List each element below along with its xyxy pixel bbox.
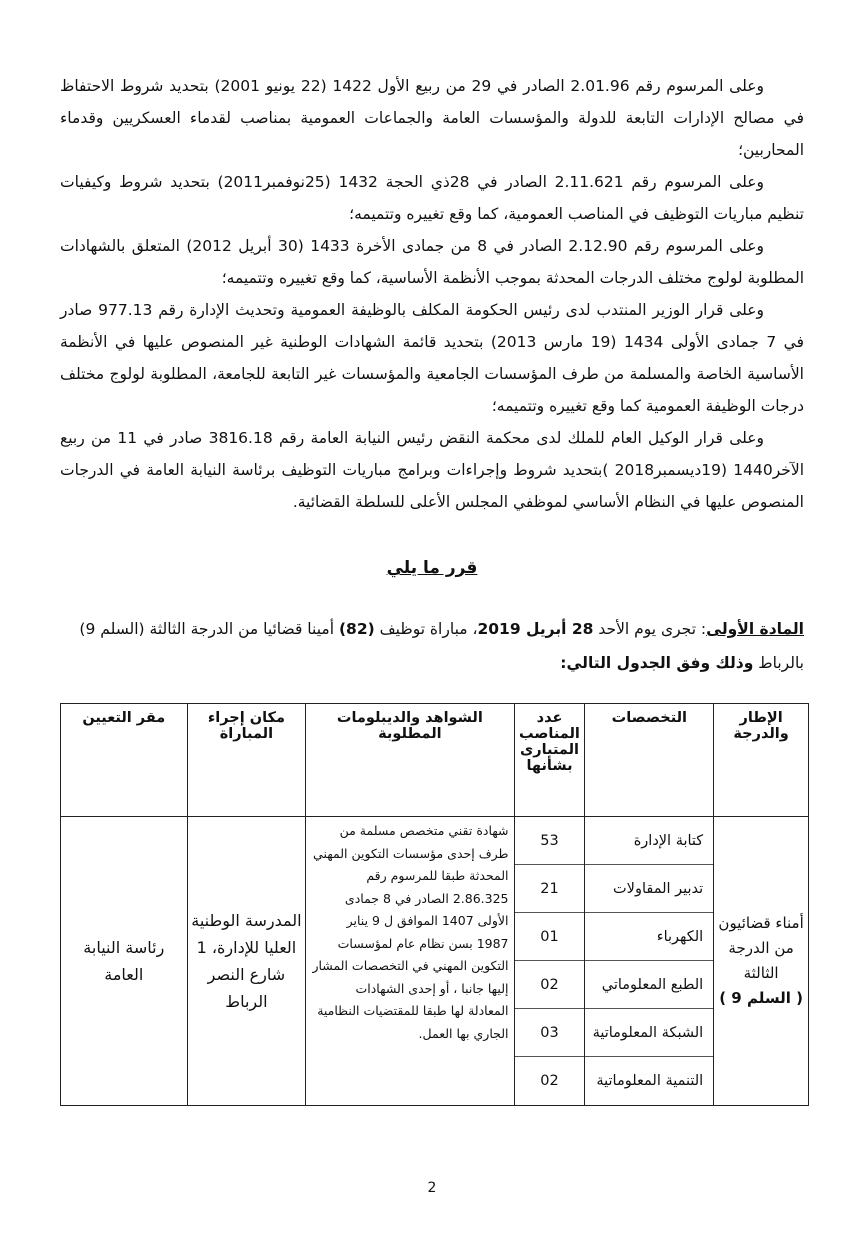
list-item: 02 [515, 961, 585, 1009]
article-date: 28 أبريل 2019 [477, 620, 594, 638]
header-place: مكان إجراء المباراة [187, 704, 306, 817]
article-heading: المادة الأولى [706, 620, 804, 638]
list-item: تدبير المقاولات [585, 865, 713, 913]
paragraph-decree-2-01-96: وعلى المرسوم رقم 2.01.96 الصادر في 29 من ربيع الأول 1422 (22 يونيو 2001) بتحديد شروط الاحتفاظ في مصالح الإدارات التابعة للدولة والمؤسسات العامة والجماعات العمومية بمناصب لقدماء العسكريين وقدماء المحاربين؛ [60, 77, 804, 159]
paragraph-order-3816-18: وعلى قرار الوكيل العام للملك لدى محكمة النقض رئيس النيابة العامة رقم 3816.18 صادر في 11 من ربيع الآخر1440 (19ديسمبر2018 )بتحديد شروط وإجراءات وبرامج مباريات التوظيف برئاسة النيابة العامة في الدرجات المنصوص عليها في النظام الأساسي لموظفي المجلس الأعلى للسلطة القضائية. [60, 429, 804, 511]
article-text-2: ، مباراة توظيف [374, 620, 478, 638]
recruitment-table [60, 703, 809, 1106]
cell-specialties [585, 817, 714, 1106]
header-specialties: التخصصات [585, 704, 714, 817]
header-certificates: الشواهد والديبلومات المطلوبة [306, 704, 514, 817]
table-header-row [61, 704, 809, 817]
cell-counts [514, 817, 585, 1106]
cell-certificates [306, 817, 514, 1106]
cell-place [187, 817, 306, 1106]
table-body-row [61, 817, 809, 1106]
list-item: الطبع المعلوماتي [585, 961, 713, 1009]
header-count: عدد المناصب المتبارى بشأنها [514, 704, 585, 817]
list-item: الكهرباء [585, 913, 713, 961]
article-count: (82) [338, 620, 375, 638]
frame-value: أمناء قضائيون من الدرجة الثالثة [718, 914, 804, 982]
list-item: 53 [515, 817, 585, 865]
article-text-1: : تجرى يوم الأحد [593, 620, 707, 638]
seat-value: رئاسة النيابة العامة [83, 938, 165, 984]
place-value: المدرسة الوطنية العليا للإدارة، 1 شارع النصر الرباط [191, 911, 302, 1011]
paragraph-order-977-13: وعلى قرار الوزير المنتدب لدى رئيس الحكومة المكلف بالوظيفة العمومية وتحديث الإدارة رقم 977.13 صادر في 7 جمادى الأولى 1434 (19 مارس 2013) بتحديد قائمة الشهادات الوطنية غير المنصوص عليها في الأنظمة الأساسية الخاصة والمسلمة من طرف المؤسسات الجامعية والمؤسسات غير التابعة للجامعة، المطلوبة لولوج مختلف درجات الوظيفة العمومية كما وقع تغييره وتتميمه؛ [60, 301, 804, 415]
paragraph-decree-2-12-90: وعلى المرسوم رقم 2.12.90 الصادر في 8 من جمادى الأخرة 1433 (30 أبريل 2012) المتعلق بالشهادات المطلوبة لولوج مختلف الدرجات المحدثة بموجب الأنظمة الأساسية، كما وقع تغييره وتتميمه؛ [60, 237, 804, 287]
list-item: 02 [540, 1073, 559, 1089]
article-one [60, 612, 804, 680]
header-frame: الإطار والدرجة [714, 704, 809, 817]
list-item: 21 [515, 865, 585, 913]
list-item: 03 [515, 1009, 585, 1057]
list-item: الشبكة المعلوماتية [585, 1009, 713, 1057]
list-item: 01 [515, 913, 585, 961]
article-text-3: أمينا قضائيا من الدرجة الثالثة (السلم 9) بالرباط [79, 620, 804, 672]
header-seat: مقر التعيين [61, 704, 188, 817]
decree-heading: قرر ما يلي [386, 558, 478, 578]
list-item: كتابة الإدارة [585, 817, 713, 865]
article-tail: وذلك وفق الجدول التالي: [560, 654, 754, 672]
list-item: التنمية المعلوماتية [596, 1073, 704, 1089]
page-number: 2 [427, 1180, 437, 1196]
certificates-text: شهادة تقني متخصص مسلمة من طرف إحدى مؤسسات التكوين المهني المحدثة طبقا للمرسوم رقم 2.86.325 الصادر في 8 جمادى الأولى 1407 الموافق ل 9 يناير 1987 بسن نظام عام لمؤسسات التكوين المهني في التخصصات المشار إليها جانبا ، أو إحدى الشهادات المعادلة لها طبقا للمقتضيات النظامية الجاري بها العمل. [312, 823, 509, 1041]
frame-scale: ( السلم 9 ) [719, 989, 803, 1007]
paragraph-decree-2-11-621: وعلى المرسوم رقم 2.11.621 الصادر في 28ذي الحجة 1432 (25نوفمبر2011) بتحديد شروط وكيفيات تنظيم مباريات التوظيف في المناصب العمومية، كما وقع تغييره وتتميمه؛ [60, 173, 804, 223]
cell-seat [61, 817, 188, 1106]
cell-frame [714, 817, 809, 1106]
